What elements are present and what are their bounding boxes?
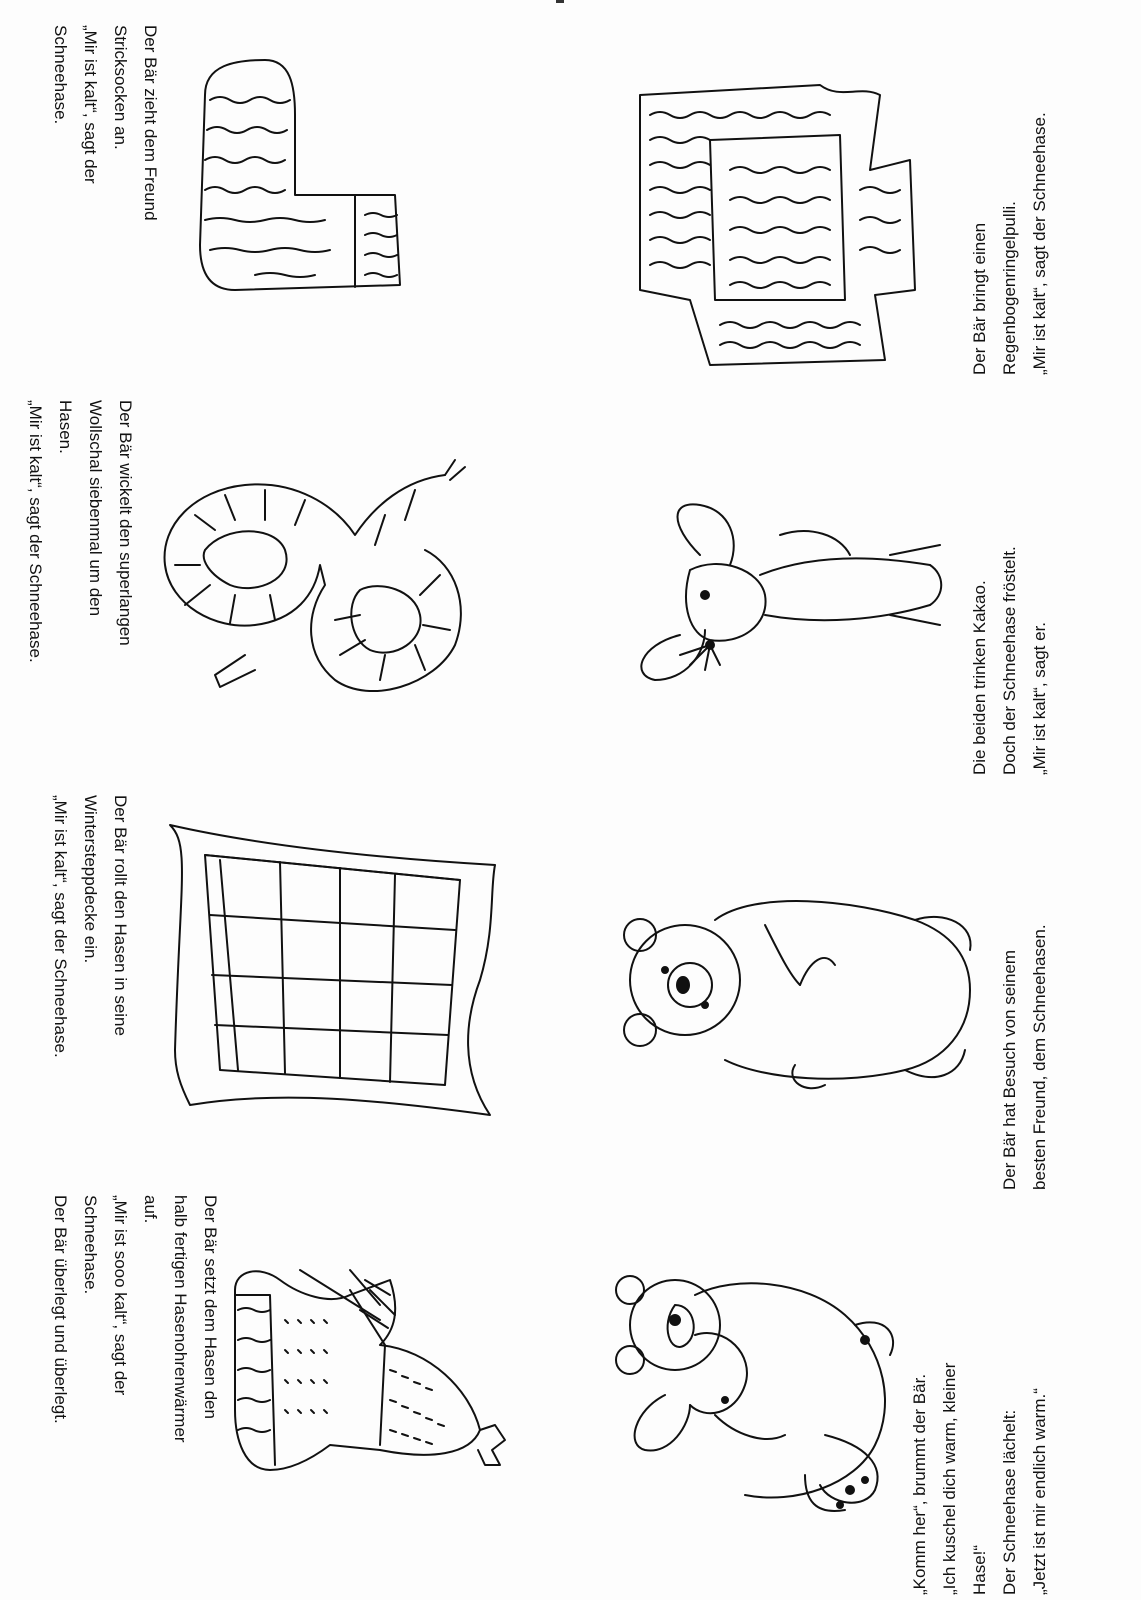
scarf-icon	[155, 455, 470, 695]
panel-earwarmer-text: Der Bär setzt dem Hasen den halb fertigen Hasenohrenwärmer auf. „Mir ist sooo kalt“, sagt der Schneehase. Der Bär überlegt und überlegt.	[51, 1195, 220, 1443]
sock-icon	[195, 55, 415, 295]
panel-socks-text: Der Bär zieht dem Freund Stricksocken an. „Mir ist kalt“, sagt der Schneehase.	[51, 25, 160, 221]
panel-blanket-text: Der Bär rollt den Hasen in seine Wintersteppdecke ein. „Mir ist kalt“, sagt der Schneehase.	[51, 795, 130, 1058]
quilt-icon	[160, 820, 505, 1135]
panel-scarf-text: Der Bär wickelt den superlangen Wollschal siebenmal um den Hasen. „Mir ist kalt“, sagt der Schneehase.	[26, 400, 135, 663]
fold-mark	[556, 0, 564, 3]
hare-icon	[610, 495, 960, 695]
sweater-icon	[620, 40, 920, 370]
ear-warmer-hat-icon	[230, 1250, 510, 1500]
panel-cuddle-text: „Komm her“, brummt der Bär. „Ich kuschel dich warm, kleiner Hase!“ Der Schneehase lächelt: „Jetzt ist mir endlich warm.“	[910, 1362, 1049, 1595]
panel-bear-visit-text: Der Bär hat Besuch von seinem besten Freund, dem Schneehasen.	[1000, 924, 1049, 1190]
bear-hugging-hare-icon	[615, 1265, 905, 1515]
panel-kakao-text: Die beiden trinken Kakao. Doch der Schneehase fröstelt. „Mir ist kalt“, sagt er.	[970, 546, 1049, 775]
bear-icon	[615, 880, 985, 1100]
panel-pulli-text: Der Bär bringt einen Regenbogenringelpulli. „Mir ist kalt“, sagt der Schneehase.	[970, 112, 1049, 375]
